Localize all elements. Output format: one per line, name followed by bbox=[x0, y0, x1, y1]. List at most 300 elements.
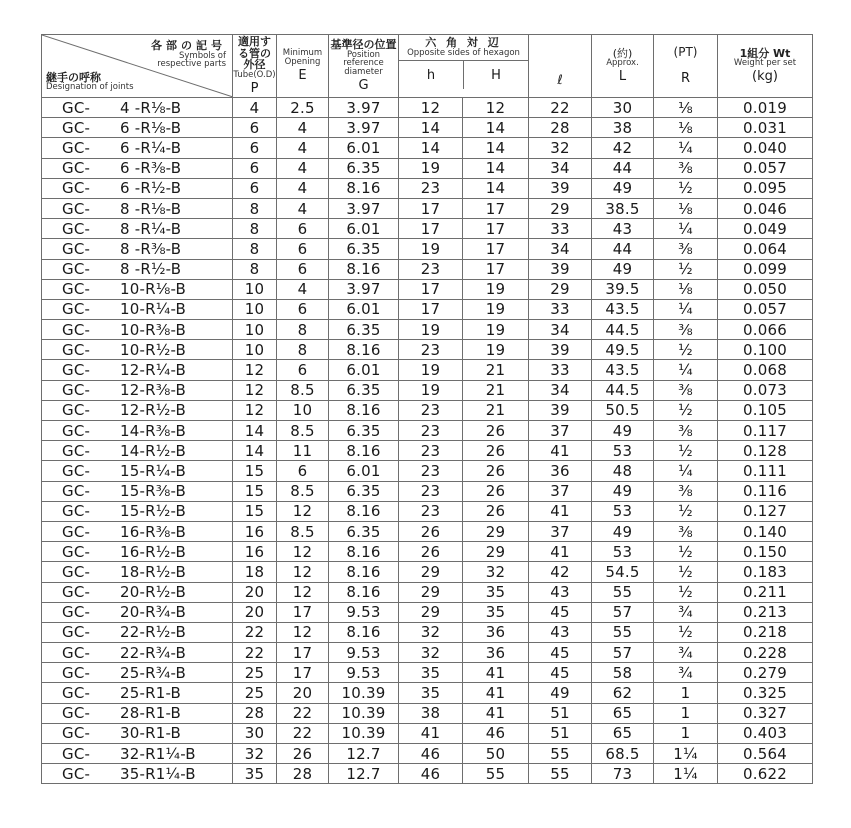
cell-L: 43.5 bbox=[592, 360, 654, 380]
cell-h: 17 bbox=[399, 279, 463, 299]
cell-R: ⅛ bbox=[654, 118, 718, 138]
cell-H: 17 bbox=[463, 259, 529, 279]
designation-model: 20-R¾-B bbox=[120, 603, 187, 622]
cell-E: 6 bbox=[277, 461, 329, 481]
cell-G: 8.16 bbox=[329, 582, 399, 602]
designation-prefix: GC- bbox=[62, 522, 91, 541]
designation-model: 32-R1¼-B bbox=[120, 744, 196, 763]
cell-l: 45 bbox=[529, 602, 592, 622]
cell-P: 10 bbox=[233, 340, 277, 360]
cell-wt: 0.095 bbox=[718, 178, 813, 198]
cell-P: 22 bbox=[233, 643, 277, 663]
designation-cell bbox=[42, 219, 233, 239]
cell-R: 1 bbox=[654, 683, 718, 703]
cell-E: 8.5 bbox=[277, 481, 329, 501]
designation-prefix: GC- bbox=[62, 98, 91, 117]
designation-prefix: GC- bbox=[62, 502, 91, 521]
cell-R: ¼ bbox=[654, 461, 718, 481]
cell-G: 3.97 bbox=[329, 98, 399, 118]
cell-R: ¼ bbox=[654, 299, 718, 319]
designation-model: 6 -R¼-B bbox=[120, 138, 182, 157]
cell-P: 15 bbox=[233, 461, 277, 481]
designation-cell bbox=[42, 764, 233, 784]
cell-l: 36 bbox=[529, 461, 592, 481]
designation-prefix: GC- bbox=[62, 219, 91, 238]
cell-wt: 0.066 bbox=[718, 320, 813, 340]
cell-L: 50.5 bbox=[592, 400, 654, 420]
cell-R: ⅛ bbox=[654, 98, 718, 118]
hexagon-title bbox=[399, 35, 528, 61]
cell-l: 28 bbox=[529, 118, 592, 138]
designation-cell bbox=[42, 683, 233, 703]
cell-wt: 0.064 bbox=[718, 239, 813, 259]
designation-cell bbox=[42, 340, 233, 360]
weight-header bbox=[718, 35, 813, 98]
cell-h: 46 bbox=[399, 744, 463, 764]
cell-G: 6.35 bbox=[329, 158, 399, 178]
cell-H: 19 bbox=[463, 340, 529, 360]
designation-model: 8 -R¼-B bbox=[120, 219, 182, 238]
table-row bbox=[42, 421, 813, 441]
designation-model: 12-R½-B bbox=[120, 401, 187, 420]
cell-wt: 0.057 bbox=[718, 299, 813, 319]
cell-P: 4 bbox=[233, 98, 277, 118]
cell-wt: 0.073 bbox=[718, 380, 813, 400]
table-row bbox=[42, 521, 813, 541]
cell-R: 1 bbox=[654, 703, 718, 723]
cell-E: 8 bbox=[277, 320, 329, 340]
cell-P: 8 bbox=[233, 259, 277, 279]
designation-cell bbox=[42, 178, 233, 198]
cell-h: 14 bbox=[399, 138, 463, 158]
cell-l: 39 bbox=[529, 178, 592, 198]
cell-L: 65 bbox=[592, 723, 654, 743]
designation-prefix: GC- bbox=[62, 199, 91, 218]
table-row bbox=[42, 340, 813, 360]
cell-h: 29 bbox=[399, 602, 463, 622]
designation-prefix: GC- bbox=[62, 159, 91, 178]
cell-L: 58 bbox=[592, 663, 654, 683]
tube-od-label-jp: 適用する管の外径 bbox=[238, 35, 271, 72]
cell-G: 12.7 bbox=[329, 764, 399, 784]
table-row bbox=[42, 239, 813, 259]
designation-model: 14-R⅜-B bbox=[120, 421, 187, 440]
cell-L: 49.5 bbox=[592, 340, 654, 360]
cell-H: 14 bbox=[463, 178, 529, 198]
cell-wt: 0.046 bbox=[718, 198, 813, 218]
cell-G: 6.35 bbox=[329, 521, 399, 541]
position-diameter-header bbox=[329, 35, 399, 98]
cell-P: 28 bbox=[233, 703, 277, 723]
cell-wt: 0.049 bbox=[718, 219, 813, 239]
cell-wt: 0.327 bbox=[718, 703, 813, 723]
cell-l: 34 bbox=[529, 320, 592, 340]
cell-G: 6.01 bbox=[329, 461, 399, 481]
hex-H-symbol: H bbox=[491, 67, 501, 83]
cell-R: ¾ bbox=[654, 663, 718, 683]
cell-wt: 0.140 bbox=[718, 521, 813, 541]
designation-prefix: GC- bbox=[62, 239, 91, 258]
designation-model: 10-R⅜-B bbox=[120, 320, 187, 339]
cell-E: 2.5 bbox=[277, 98, 329, 118]
designation-prefix: GC- bbox=[62, 562, 91, 581]
cell-L: 55 bbox=[592, 622, 654, 642]
cell-H: 17 bbox=[463, 219, 529, 239]
cell-L: 44 bbox=[592, 158, 654, 178]
cell-E: 4 bbox=[277, 279, 329, 299]
designation-prefix: GC- bbox=[62, 764, 91, 783]
cell-G: 6.35 bbox=[329, 320, 399, 340]
cell-P: 18 bbox=[233, 562, 277, 582]
cell-H: 41 bbox=[463, 683, 529, 703]
cell-l: 39 bbox=[529, 400, 592, 420]
cell-h: 23 bbox=[399, 421, 463, 441]
cell-G: 8.16 bbox=[329, 501, 399, 521]
min-opening-label: Minimum Opening bbox=[282, 48, 323, 68]
weight-unit: (kg) bbox=[752, 69, 778, 85]
cell-H: 19 bbox=[463, 279, 529, 299]
cell-l: 42 bbox=[529, 562, 592, 582]
cell-L: 55 bbox=[592, 582, 654, 602]
designation-model: 10-R½-B bbox=[120, 340, 187, 359]
min-opening-symbol: E bbox=[298, 68, 307, 84]
cell-H: 21 bbox=[463, 360, 529, 380]
designation-cell bbox=[42, 542, 233, 562]
cell-E: 22 bbox=[277, 723, 329, 743]
cell-P: 6 bbox=[233, 158, 277, 178]
cell-wt: 0.100 bbox=[718, 340, 813, 360]
cell-E: 4 bbox=[277, 158, 329, 178]
cell-E: 6 bbox=[277, 219, 329, 239]
designation-model: 14-R½-B bbox=[120, 441, 187, 460]
cell-L: 68.5 bbox=[592, 744, 654, 764]
cell-wt: 0.019 bbox=[718, 98, 813, 118]
table-row bbox=[42, 219, 813, 239]
cell-R: ½ bbox=[654, 178, 718, 198]
cell-h: 29 bbox=[399, 582, 463, 602]
cell-G: 3.97 bbox=[329, 198, 399, 218]
cell-P: 6 bbox=[233, 138, 277, 158]
cell-P: 16 bbox=[233, 521, 277, 541]
cell-P: 8 bbox=[233, 198, 277, 218]
designation-prefix: GC- bbox=[62, 421, 91, 440]
cell-G: 6.35 bbox=[329, 239, 399, 259]
designation-cell bbox=[42, 259, 233, 279]
cell-P: 10 bbox=[233, 320, 277, 340]
cell-P: 20 bbox=[233, 602, 277, 622]
designation-prefix: GC- bbox=[62, 361, 91, 380]
cell-l: 45 bbox=[529, 643, 592, 663]
cell-L: 48 bbox=[592, 461, 654, 481]
cell-P: 35 bbox=[233, 764, 277, 784]
cell-G: 8.16 bbox=[329, 400, 399, 420]
cell-P: 8 bbox=[233, 219, 277, 239]
cell-R: ½ bbox=[654, 340, 718, 360]
cell-h: 23 bbox=[399, 340, 463, 360]
cell-h: 17 bbox=[399, 198, 463, 218]
designation-prefix: GC- bbox=[62, 583, 91, 602]
cell-E: 12 bbox=[277, 562, 329, 582]
cell-H: 17 bbox=[463, 198, 529, 218]
cell-E: 4 bbox=[277, 198, 329, 218]
designation-cell bbox=[42, 198, 233, 218]
cell-h: 23 bbox=[399, 400, 463, 420]
table-row bbox=[42, 441, 813, 461]
cell-L: 54.5 bbox=[592, 562, 654, 582]
position-diameter-symbol: G bbox=[358, 78, 369, 94]
hexagon-label-jp: 六 角 対 辺 bbox=[425, 36, 502, 49]
cell-h: 26 bbox=[399, 542, 463, 562]
cell-L: 49 bbox=[592, 481, 654, 501]
position-diameter-label-en: Position reference diameter bbox=[343, 49, 384, 78]
cell-E: 26 bbox=[277, 744, 329, 764]
designation-model: 8 -R⅜-B bbox=[120, 239, 182, 258]
cell-P: 30 bbox=[233, 723, 277, 743]
cell-h: 14 bbox=[399, 118, 463, 138]
cell-L: 62 bbox=[592, 683, 654, 703]
cell-G: 9.53 bbox=[329, 663, 399, 683]
cell-h: 17 bbox=[399, 299, 463, 319]
cell-wt: 0.128 bbox=[718, 441, 813, 461]
cell-l: 45 bbox=[529, 663, 592, 683]
cell-L: 43.5 bbox=[592, 299, 654, 319]
cell-E: 22 bbox=[277, 703, 329, 723]
cell-H: 29 bbox=[463, 521, 529, 541]
cell-E: 28 bbox=[277, 764, 329, 784]
cell-E: 12 bbox=[277, 542, 329, 562]
table-row bbox=[42, 683, 813, 703]
designation-prefix: GC- bbox=[62, 340, 91, 359]
cell-P: 12 bbox=[233, 360, 277, 380]
table-row bbox=[42, 481, 813, 501]
cell-l: 33 bbox=[529, 299, 592, 319]
hexagon-subheaders bbox=[399, 61, 528, 89]
cell-G: 6.35 bbox=[329, 481, 399, 501]
designation-cell bbox=[42, 360, 233, 380]
cell-l: 34 bbox=[529, 380, 592, 400]
cell-wt: 0.111 bbox=[718, 461, 813, 481]
weight-label-jp: 1組分 Wt bbox=[739, 46, 791, 60]
cell-wt: 0.127 bbox=[718, 501, 813, 521]
table-row bbox=[42, 622, 813, 642]
cell-wt: 0.211 bbox=[718, 582, 813, 602]
cell-E: 17 bbox=[277, 643, 329, 663]
cell-E: 17 bbox=[277, 663, 329, 683]
cell-wt: 0.403 bbox=[718, 723, 813, 743]
designation-model: 25-R¾-B bbox=[120, 663, 187, 682]
cell-G: 3.97 bbox=[329, 118, 399, 138]
cell-H: 36 bbox=[463, 622, 529, 642]
cell-l: 41 bbox=[529, 441, 592, 461]
cell-H: 35 bbox=[463, 582, 529, 602]
cell-L: 30 bbox=[592, 98, 654, 118]
cell-l: 29 bbox=[529, 198, 592, 218]
designation-model: 15-R¼-B bbox=[120, 461, 187, 480]
cell-wt: 0.117 bbox=[718, 421, 813, 441]
designation-cell bbox=[42, 663, 233, 683]
designation-prefix: GC- bbox=[62, 542, 91, 561]
cell-E: 8.5 bbox=[277, 521, 329, 541]
cell-G: 12.7 bbox=[329, 744, 399, 764]
table-row bbox=[42, 360, 813, 380]
cell-L: 73 bbox=[592, 764, 654, 784]
cell-l: 37 bbox=[529, 521, 592, 541]
designation-prefix: GC- bbox=[62, 260, 91, 279]
cell-wt: 0.050 bbox=[718, 279, 813, 299]
cell-wt: 0.116 bbox=[718, 481, 813, 501]
cell-R: 1¼ bbox=[654, 764, 718, 784]
designation-cell bbox=[42, 158, 233, 178]
designation-prefix: GC- bbox=[62, 441, 91, 460]
cell-l: 55 bbox=[529, 744, 592, 764]
table-row bbox=[42, 744, 813, 764]
cell-G: 6.01 bbox=[329, 219, 399, 239]
cell-h: 32 bbox=[399, 643, 463, 663]
designation-model: 18-R½-B bbox=[120, 562, 187, 581]
table-row bbox=[42, 723, 813, 743]
cell-wt: 0.622 bbox=[718, 764, 813, 784]
cell-l: 39 bbox=[529, 340, 592, 360]
cell-H: 14 bbox=[463, 118, 529, 138]
table-row bbox=[42, 138, 813, 158]
cell-H: 12 bbox=[463, 98, 529, 118]
cell-H: 21 bbox=[463, 400, 529, 420]
cell-h: 35 bbox=[399, 663, 463, 683]
table-row bbox=[42, 562, 813, 582]
pt-label: (PT) bbox=[673, 44, 698, 59]
table-row bbox=[42, 259, 813, 279]
cell-R: ⅜ bbox=[654, 421, 718, 441]
cell-H: 26 bbox=[463, 501, 529, 521]
cell-L: 39.5 bbox=[592, 279, 654, 299]
cell-h: 23 bbox=[399, 441, 463, 461]
cell-L: 49 bbox=[592, 421, 654, 441]
designation-cell bbox=[42, 521, 233, 541]
min-opening-header bbox=[277, 35, 329, 98]
table-row bbox=[42, 279, 813, 299]
cell-R: ¾ bbox=[654, 643, 718, 663]
designation-cell bbox=[42, 299, 233, 319]
designation-prefix: GC- bbox=[62, 663, 91, 682]
cell-R: ⅛ bbox=[654, 279, 718, 299]
cell-P: 12 bbox=[233, 400, 277, 420]
table-header bbox=[42, 35, 813, 98]
approx-label-en: Approx. bbox=[606, 58, 639, 69]
cell-h: 41 bbox=[399, 723, 463, 743]
table-row bbox=[42, 178, 813, 198]
designation-prefix: GC- bbox=[62, 744, 91, 763]
table-row bbox=[42, 703, 813, 723]
cell-E: 8.5 bbox=[277, 380, 329, 400]
cell-P: 16 bbox=[233, 542, 277, 562]
cell-H: 32 bbox=[463, 562, 529, 582]
table-row bbox=[42, 542, 813, 562]
cell-L: 44 bbox=[592, 239, 654, 259]
designation-cell bbox=[42, 461, 233, 481]
cell-L: 49 bbox=[592, 259, 654, 279]
cell-wt: 0.099 bbox=[718, 259, 813, 279]
cell-L: 49 bbox=[592, 521, 654, 541]
cell-P: 14 bbox=[233, 421, 277, 441]
table-row bbox=[42, 582, 813, 602]
cell-h: 29 bbox=[399, 562, 463, 582]
cell-L: 65 bbox=[592, 703, 654, 723]
spec-table-container bbox=[41, 34, 813, 784]
approx-label-jp: (約) bbox=[612, 46, 633, 60]
cell-G: 8.16 bbox=[329, 178, 399, 198]
cell-G: 6.35 bbox=[329, 380, 399, 400]
cell-R: ⅛ bbox=[654, 198, 718, 218]
designation-model: 22-R½-B bbox=[120, 623, 187, 642]
cell-h: 23 bbox=[399, 259, 463, 279]
cell-H: 55 bbox=[463, 764, 529, 784]
cell-wt: 0.228 bbox=[718, 643, 813, 663]
cell-R: ½ bbox=[654, 542, 718, 562]
designation-model: 28-R1-B bbox=[120, 704, 182, 723]
designation-model: 35-R1¼-B bbox=[120, 764, 196, 783]
cell-l: 51 bbox=[529, 703, 592, 723]
designation-model: 6 -R⅛-B bbox=[120, 118, 182, 137]
cell-P: 22 bbox=[233, 622, 277, 642]
cell-E: 4 bbox=[277, 138, 329, 158]
cell-h: 23 bbox=[399, 501, 463, 521]
cell-E: 12 bbox=[277, 501, 329, 521]
cell-G: 6.01 bbox=[329, 138, 399, 158]
cell-R: ¼ bbox=[654, 219, 718, 239]
cell-R: ⅜ bbox=[654, 239, 718, 259]
cell-L: 57 bbox=[592, 602, 654, 622]
designation-prefix: GC- bbox=[62, 118, 91, 137]
cell-R: ½ bbox=[654, 441, 718, 461]
cell-wt: 0.213 bbox=[718, 602, 813, 622]
cell-R: ½ bbox=[654, 562, 718, 582]
cell-l: 29 bbox=[529, 279, 592, 299]
designation-cell bbox=[42, 320, 233, 340]
cell-H: 50 bbox=[463, 744, 529, 764]
cell-H: 19 bbox=[463, 299, 529, 319]
designation-model: 12-R¼-B bbox=[120, 361, 187, 380]
designation-model: 6 -R⅜-B bbox=[120, 159, 182, 178]
cell-G: 6.01 bbox=[329, 299, 399, 319]
cell-wt: 0.057 bbox=[718, 158, 813, 178]
table-row bbox=[42, 663, 813, 683]
designation-model: 16-R⅜-B bbox=[120, 522, 187, 541]
cell-l: 43 bbox=[529, 582, 592, 602]
cell-L: 57 bbox=[592, 643, 654, 663]
cell-G: 8.16 bbox=[329, 259, 399, 279]
cell-R: ¼ bbox=[654, 360, 718, 380]
designation-cell bbox=[42, 744, 233, 764]
designation-label-en: Designation of joints bbox=[46, 82, 134, 93]
designation-prefix: GC- bbox=[62, 381, 91, 400]
cell-G: 10.39 bbox=[329, 683, 399, 703]
cell-l: 33 bbox=[529, 219, 592, 239]
cell-l: 41 bbox=[529, 501, 592, 521]
cell-H: 19 bbox=[463, 320, 529, 340]
cell-R: ⅜ bbox=[654, 481, 718, 501]
cell-E: 20 bbox=[277, 683, 329, 703]
designation-cell bbox=[42, 421, 233, 441]
hex-h-symbol: h bbox=[399, 61, 464, 89]
designation-prefix: GC- bbox=[62, 179, 91, 198]
cell-h: 32 bbox=[399, 622, 463, 642]
cell-l: 39 bbox=[529, 259, 592, 279]
cell-P: 15 bbox=[233, 481, 277, 501]
table-row bbox=[42, 501, 813, 521]
designation-prefix: GC- bbox=[62, 401, 91, 420]
cell-G: 10.39 bbox=[329, 703, 399, 723]
cell-E: 11 bbox=[277, 441, 329, 461]
